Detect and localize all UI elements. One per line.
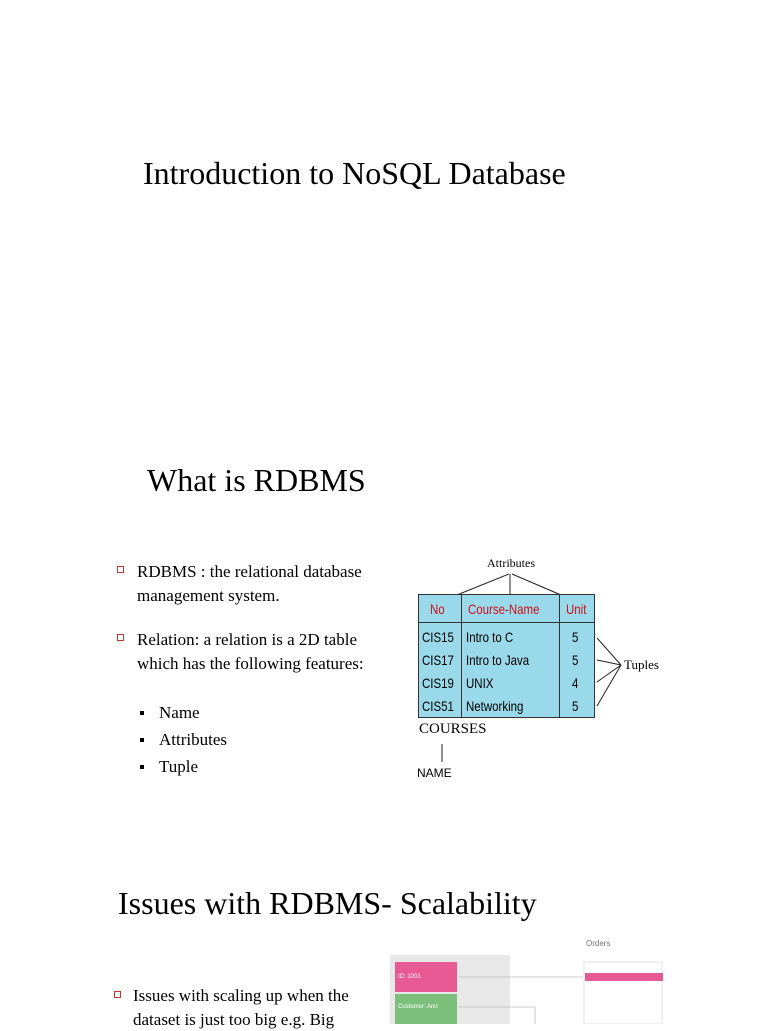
sub-bullet-name: Name	[159, 703, 200, 722]
order-id-label: ID: 1001	[398, 974, 421, 980]
orders-connector	[455, 955, 665, 1024]
orders-label: Orders	[586, 939, 611, 948]
name-label: NAME	[417, 766, 452, 780]
sub-bullet-attributes: Attributes	[159, 730, 227, 749]
slide-1-title: Introduction to NoSQL Database	[143, 155, 566, 191]
sub-bullet-marker	[140, 765, 144, 769]
cell-course-name: Intro to C	[466, 629, 514, 645]
bullet-relation: Relation: a relation is a 2D table which has the following features:	[137, 630, 364, 673]
cell-unit: 5	[572, 652, 579, 668]
header-course-name: Course-Name	[468, 601, 540, 617]
cell-no: CIS19	[422, 675, 454, 691]
cell-unit: 4	[572, 675, 579, 691]
orders-row-highlight	[585, 973, 663, 981]
sub-bullet-marker	[140, 738, 144, 742]
cell-unit: 5	[572, 698, 579, 714]
customer-block	[395, 994, 457, 1024]
cell-no: CIS17	[422, 652, 454, 668]
customer-label: Customer: Ann	[398, 1004, 438, 1010]
cell-course-name: Networking	[466, 698, 524, 714]
sub-bullet-tuple: Tuple	[159, 757, 199, 776]
header-no: No	[430, 601, 445, 617]
bullet-marker	[114, 991, 121, 998]
cell-no: CIS15	[422, 629, 454, 645]
bullet-rdbms: RDBMS : the relational database management system.	[137, 562, 362, 605]
attributes-label: Attributes	[487, 556, 535, 570]
tuples-label: Tuples	[624, 657, 659, 672]
header-unit: Unit	[566, 601, 587, 617]
cell-no: CIS51	[422, 698, 454, 714]
bullet-marker	[117, 566, 124, 573]
bullet-scaling: Issues with scaling up when the dataset is just too big e.g. Big	[133, 986, 349, 1029]
sub-bullet-marker	[140, 711, 144, 715]
slide-3-title: Issues with RDBMS- Scalability	[118, 885, 537, 921]
table-name-label: COURSES	[419, 721, 487, 737]
bullet-marker	[117, 634, 124, 641]
cell-course-name: UNIX	[466, 675, 494, 691]
slide-2-title: What is RDBMS	[147, 462, 366, 498]
cell-course-name: Intro to Java	[466, 652, 530, 668]
cell-unit: 5	[572, 629, 579, 645]
courses-table	[418, 594, 595, 718]
order-id-block	[395, 962, 457, 992]
